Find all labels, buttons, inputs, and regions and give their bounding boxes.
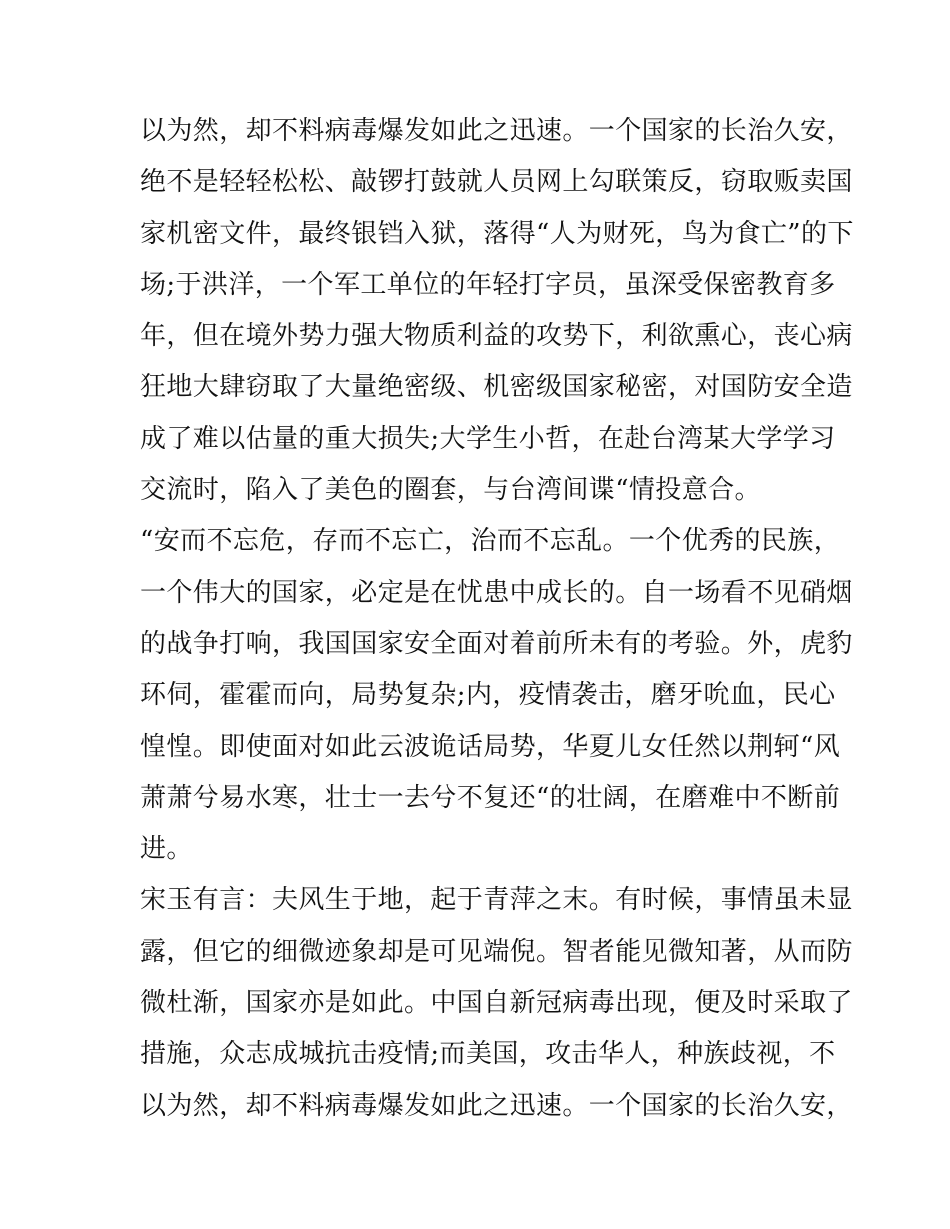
- text-line: 以为然，却不料病毒爆发如此之迅速。一个国家的长治久安，: [140, 1090, 853, 1121]
- text-line: 措施，众志成城抗击疫情;而美国，攻击华人，种族歧视，不: [140, 1039, 836, 1070]
- text-line: 一个伟大的国家，必定是在忧患中成长的。自一场看不见硝烟: [140, 577, 853, 608]
- text-line: 的战争打响，我国国家安全面对着前所未有的考验。外，虎豹: [140, 628, 853, 659]
- text-line: 环伺，霍霍而向，局势复杂;内，疫情袭击，磨牙吮血，民心: [140, 680, 836, 711]
- text-line: 年，但在境外势力强大物质利益的攻势下，利欲熏心，丧心病: [140, 321, 853, 352]
- text-line: 绝不是轻轻松松、敲锣打鼓就人员网上勾联策反，窃取贩卖国: [140, 167, 853, 198]
- text-line: 微杜渐，国家亦是如此。中国自新冠病毒出现，便及时采取了: [140, 988, 853, 1019]
- text-line: 宋玉有言：夫风生于地，起于青萍之末。有时候，事情虽未显: [140, 885, 853, 916]
- text-line: 萧萧兮易水寒，壮士一去兮不复还“的壮阔，在磨难中不断前: [140, 782, 841, 813]
- text-line: 场;于洪洋，一个军工单位的年轻打字员，虽深受保密教育多: [140, 269, 836, 300]
- text-line: 进。: [140, 834, 193, 865]
- text-line: 狂地大肆窃取了大量绝密级、机密级国家秘密，对国防安全造: [140, 372, 853, 403]
- text-line: 以为然，却不料病毒爆发如此之迅速。一个国家的长治久安，: [140, 116, 853, 146]
- body-text: [140, 106, 854, 1132]
- text-line: 家机密文件，最终银铛入狱，落得“人为财死，鸟为食亡”的下: [140, 218, 854, 249]
- text-line: 露，但它的细微迹象却是可见端倪。智者能见微知著，从而防: [140, 936, 853, 967]
- text-line: 成了难以估量的重大损失;大学生小哲，在赴台湾某大学学习: [140, 423, 836, 454]
- text-line: “安而不忘危，存而不忘亡，治而不忘乱。一个优秀的民族，: [140, 526, 841, 557]
- text-line: 交流时，陷入了美色的圈套，与台湾间谍“情投意合。: [140, 475, 761, 506]
- text-line: 惶惶。即使面对如此云波诡话局势，华夏儿女任然以荆轲“风: [140, 731, 841, 762]
